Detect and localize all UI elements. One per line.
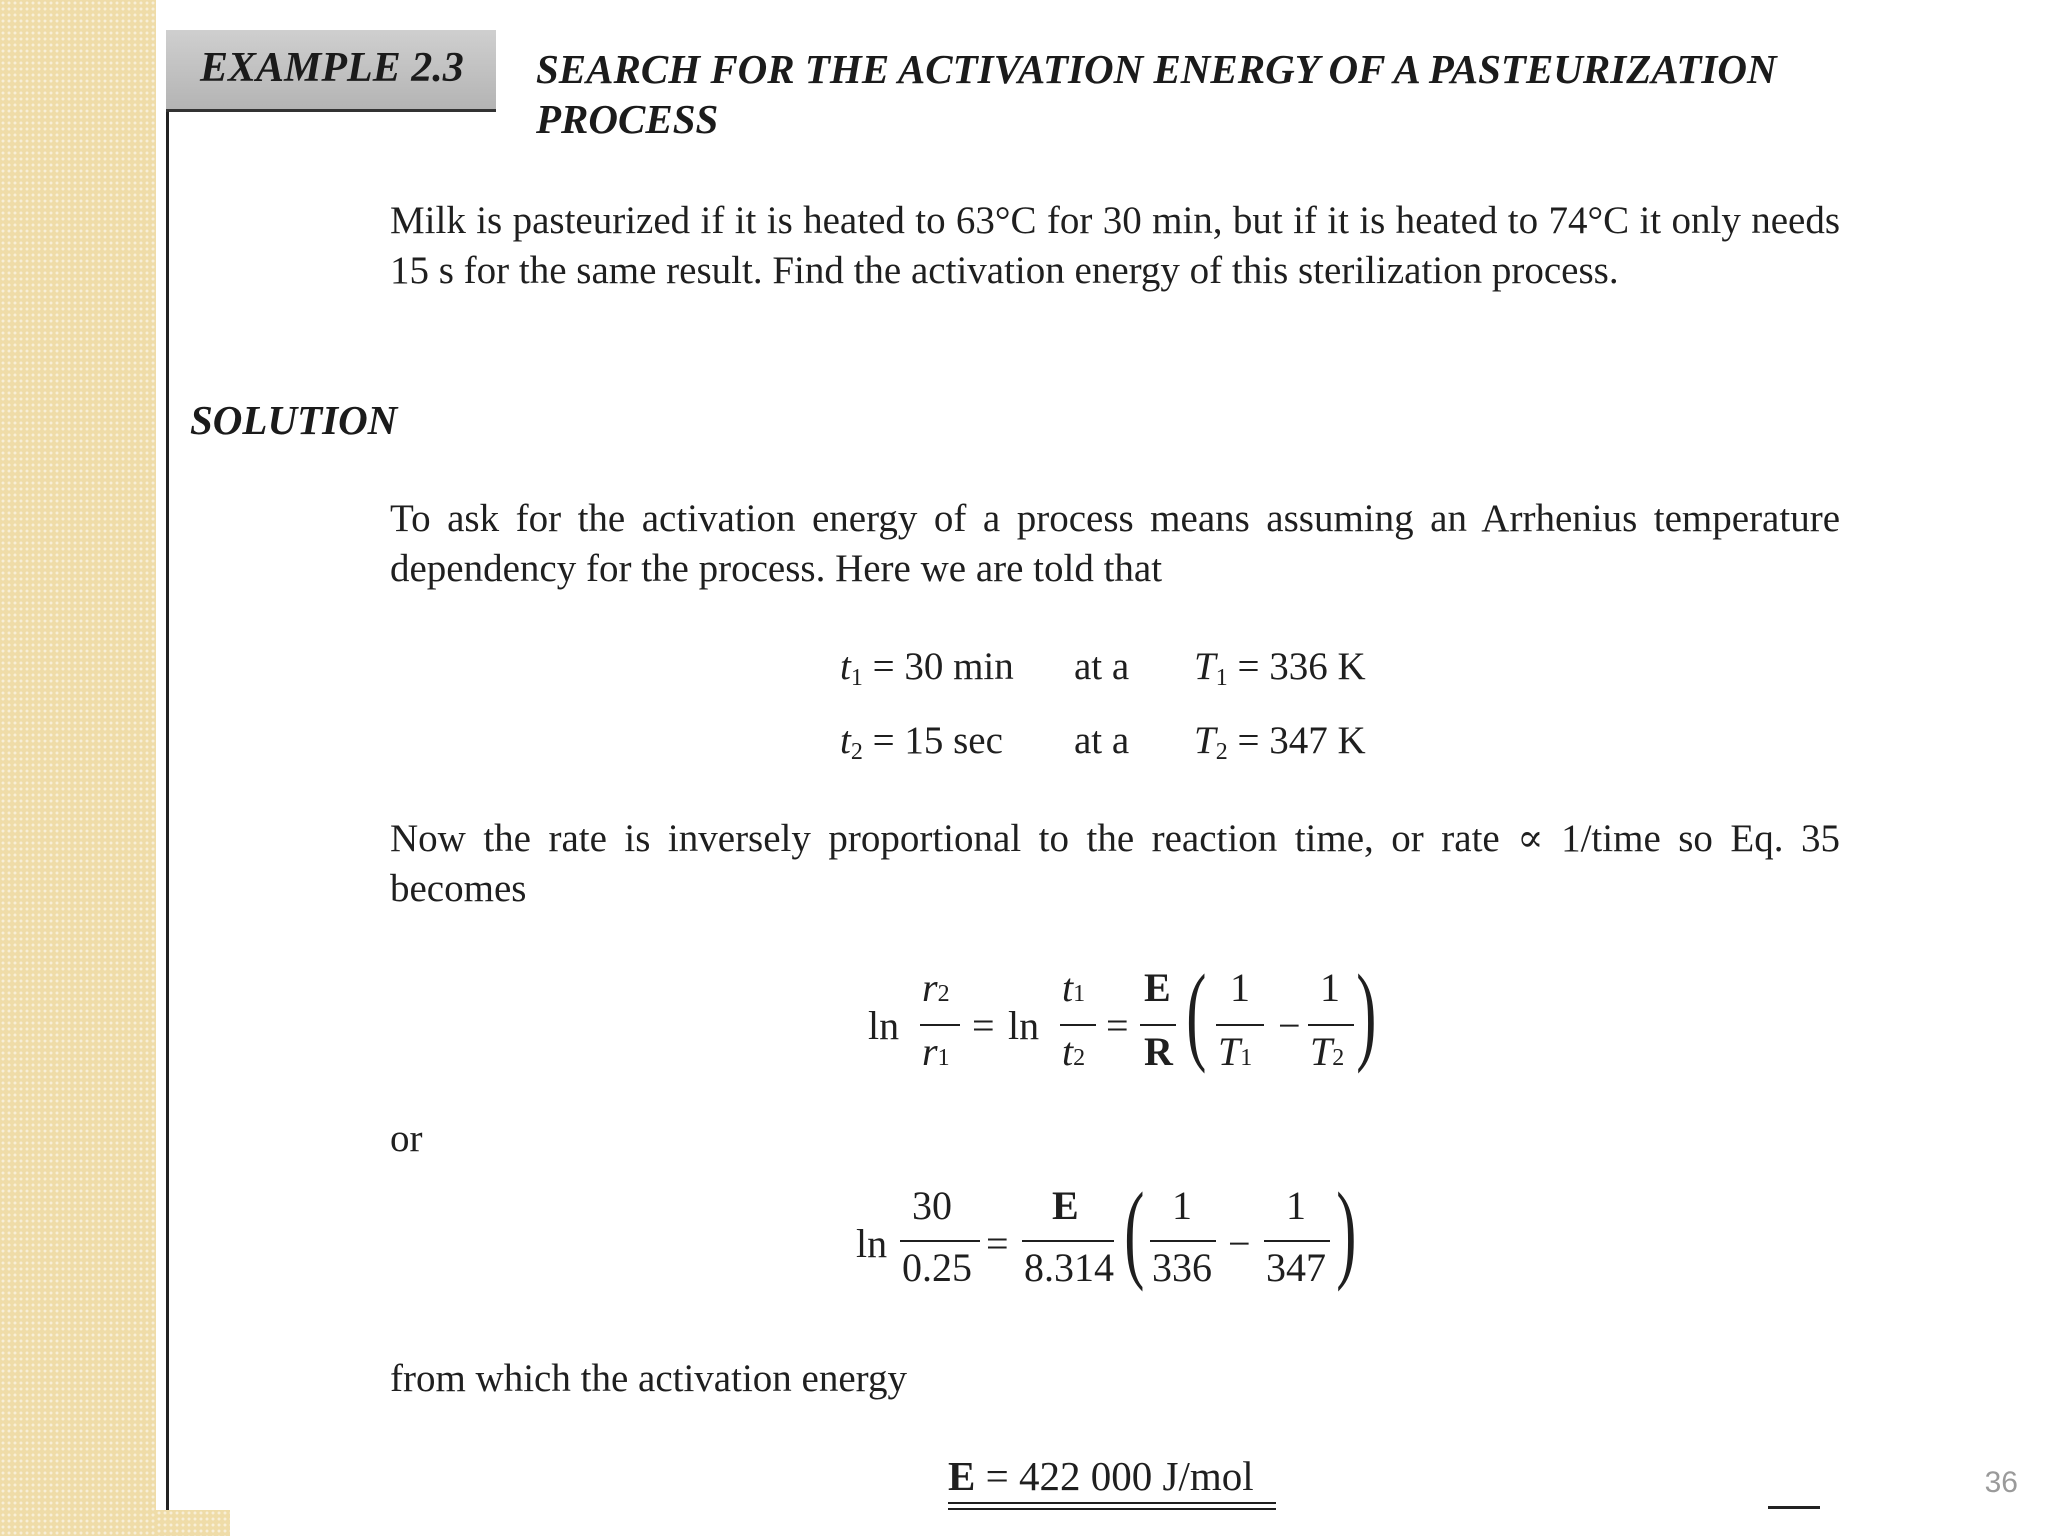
solution-heading: SOLUTION bbox=[190, 397, 398, 443]
at-label-1: at a bbox=[1074, 645, 1130, 688]
T1-sub: 1 bbox=[1215, 665, 1228, 691]
decorative-left-border bbox=[0, 0, 156, 1536]
from-which-text: from which the activation energy bbox=[390, 1357, 907, 1400]
eq1-one-a: 1 bbox=[1230, 965, 1250, 1010]
t1-var: t bbox=[840, 645, 851, 688]
eq2-frac-line-4 bbox=[1264, 1240, 1330, 1242]
eq2-close-paren: ) bbox=[1336, 1170, 1357, 1292]
eq2-open-paren: ( bbox=[1124, 1170, 1145, 1292]
arrhenius-equation bbox=[868, 952, 1388, 1088]
eq1-r1: r bbox=[922, 1029, 938, 1074]
eq2-frac-line-1 bbox=[900, 1240, 980, 1242]
eq2-ln: ln bbox=[856, 1221, 888, 1266]
eq1-equals-b: = bbox=[1106, 1003, 1129, 1048]
eq1-open-paren: ( bbox=[1186, 952, 1207, 1074]
eq1-T1-sub: 1 bbox=[1240, 1045, 1253, 1071]
or-word: or bbox=[390, 1117, 423, 1160]
decorative-left-border-foot bbox=[156, 1510, 230, 1536]
eq2-T1-value: 336 bbox=[1152, 1245, 1212, 1290]
eq1-close-paren: ) bbox=[1356, 952, 1377, 1074]
eq2-denominator: 0.25 bbox=[902, 1245, 972, 1290]
eq2-one-a: 1 bbox=[1172, 1183, 1192, 1228]
page-dash-mark bbox=[1768, 1506, 1820, 1509]
eq1-T1: T bbox=[1218, 1029, 1241, 1074]
eq1-minus: − bbox=[1278, 1003, 1301, 1048]
T2-sub: 2 bbox=[1215, 739, 1228, 765]
result-underline-bottom bbox=[948, 1508, 1276, 1510]
eq2-one-b: 1 bbox=[1286, 1183, 1306, 1228]
activation-energy-result bbox=[948, 1452, 1254, 1500]
eq1-t2: t bbox=[1062, 1029, 1074, 1074]
eq1-frac-line-1 bbox=[920, 1024, 960, 1026]
example-label: EXAMPLE 2.3 bbox=[200, 45, 464, 91]
rate-statement: Now the rate is inversely proportional to the reaction time, or rate ∝ 1/time so Eq. 35 becomes bbox=[390, 817, 1840, 910]
eq1-frac-line-5 bbox=[1308, 1024, 1354, 1026]
eq2-E: E bbox=[1052, 1183, 1079, 1228]
problem-statement: Milk is pasteurized if it is heated to 63°C for 30 min, but if it is heated to 74°C it only needs 15 s for the same result. Find the activation energy of this sterilization process. bbox=[390, 199, 1840, 292]
t2-var: t bbox=[840, 719, 851, 762]
eq2-numerator: 30 bbox=[912, 1183, 952, 1228]
eq2-minus: − bbox=[1228, 1221, 1251, 1266]
example-title: SEARCH FOR THE ACTIVATION ENERGY OF A PASTEURIZATION PROCESS bbox=[536, 46, 1777, 142]
at-label-2: at a bbox=[1074, 719, 1130, 762]
T2-var: T bbox=[1194, 719, 1216, 762]
T1-var: T bbox=[1194, 645, 1216, 688]
eq1-equals-a: = bbox=[972, 1003, 995, 1048]
eq1-T2: T bbox=[1310, 1029, 1333, 1074]
T2-value: = 347 K bbox=[1237, 719, 1366, 762]
eq1-frac-line-4 bbox=[1216, 1024, 1264, 1026]
slide-number: 36 bbox=[1984, 1466, 2018, 1499]
T1-value: = 336 K bbox=[1237, 645, 1366, 688]
eq1-r2-sub: 2 bbox=[937, 981, 950, 1007]
eq1-R: R bbox=[1144, 1029, 1173, 1074]
eq2-T2-value: 347 bbox=[1266, 1245, 1326, 1290]
eq1-t1-sub: 1 bbox=[1073, 981, 1086, 1007]
eq2-frac-line-2 bbox=[1022, 1240, 1114, 1242]
eq1-E: E bbox=[1144, 965, 1171, 1010]
eq1-ln-2: ln bbox=[1008, 1003, 1040, 1048]
page-left-rule bbox=[166, 112, 169, 1510]
numeric-equation bbox=[856, 1170, 1376, 1310]
t2-value: = 15 sec bbox=[872, 719, 1003, 762]
t1-sub: 1 bbox=[850, 665, 863, 691]
t1-value: = 30 min bbox=[872, 645, 1014, 688]
result-value: = 422 000 J/mol bbox=[975, 1453, 1254, 1499]
t2-sub: 2 bbox=[850, 739, 863, 765]
eq1-t1: t bbox=[1062, 965, 1074, 1010]
eq2-R-value: 8.314 bbox=[1024, 1245, 1114, 1290]
eq1-ln-1: ln bbox=[868, 1003, 900, 1048]
result-underline-top bbox=[948, 1502, 1276, 1504]
eq1-t2-sub: 2 bbox=[1073, 1045, 1086, 1071]
eq2-frac-line-3 bbox=[1150, 1240, 1216, 1242]
eq2-equals: = bbox=[986, 1221, 1009, 1266]
eq1-frac-line-2 bbox=[1060, 1024, 1096, 1026]
eq1-frac-line-3 bbox=[1140, 1024, 1176, 1026]
eq1-r2: r bbox=[922, 965, 938, 1010]
eq1-T2-sub: 2 bbox=[1332, 1045, 1345, 1071]
eq1-one-b: 1 bbox=[1320, 965, 1340, 1010]
solution-intro: To ask for the activation energy of a process means assuming an Arrhenius temperature dependency for the process. Here we are told that bbox=[390, 497, 1840, 590]
eq1-r1-sub: 1 bbox=[937, 1045, 950, 1071]
result-E: E bbox=[948, 1453, 976, 1499]
